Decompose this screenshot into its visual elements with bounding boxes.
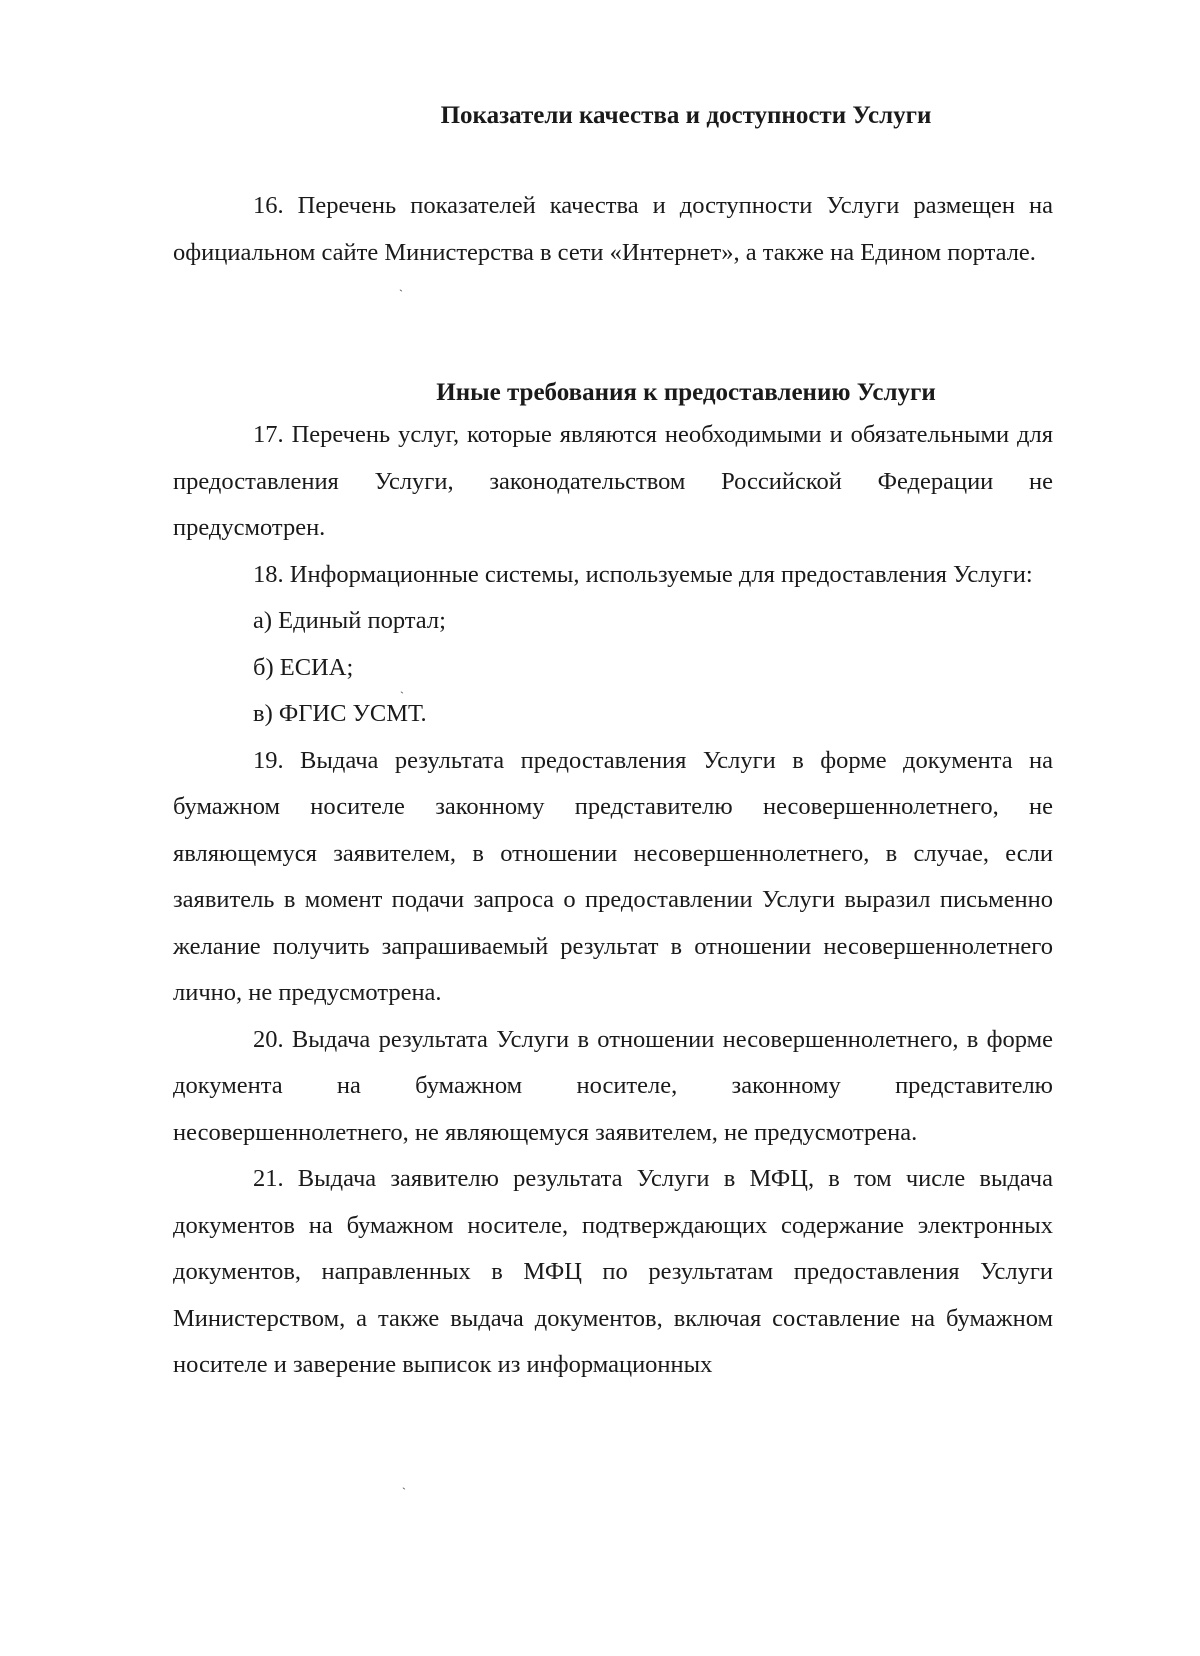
paragraph-20: 20. Выдача результата Услуги в отношении несовершеннолетнего, в форме документа на бумажном носителе, законному представителю несовершеннолетнего, не являющемуся заявителем, не предусмотрена. (173, 1025, 1053, 1146)
scan-speck-mark: ˏ (400, 680, 404, 694)
paragraph-19: 19. Выдача результата предоставления Услуги в форме документа на бумажном носителе законному представителю несовершеннолетнего, не являющемуся заявителем, в отношении несовершеннолетнего, в случае, если заявитель в момент подачи запроса о предоставлении Услуги выразил письменно желание получить запрашиваемый результат в отношении несовершеннолетнего лично, не предусмотрена. (173, 746, 1053, 1006)
list-item: в) ФГИС УСМТ. (253, 700, 427, 727)
paragraph-21: 21. Выдача заявителю результата Услуги в МФЦ, в том числе выдача документов на бумажном носителе, подтверждающих содержание электронных документов, направленных в МФЦ по результатам предоставления Услуги Министерством, а также выдача документов, включая составление на бумажном носителе и заверение выписок из информационных (173, 1165, 1053, 1378)
section-heading-other-requirements: Иные требования к предоставлению Услуги (436, 379, 936, 406)
section-body-other-requirements (173, 412, 1053, 1389)
list-item: б) ЕСИА; (253, 653, 354, 681)
paragraph-18: 18. Информационные системы, используемые для предоставления Услуги: (253, 560, 1033, 588)
paragraph-17: 17. Перечень услуг, которые являются необходимыми и обязательными для предоставления Услуги, законодательством Российской Федерации не предусмотрен. (173, 421, 1053, 541)
section-body-quality (173, 183, 1053, 276)
list-item: а) Единый портал; (253, 607, 446, 634)
scan-speck-mark: ˏ (399, 278, 403, 292)
scan-speck-mark: ˏ (402, 1476, 406, 1490)
section-heading-quality: Показатели качества и доступности Услуги (440, 102, 932, 129)
paragraph-16: 16. Перечень показателей качества и доступности Услуги размещен на официальном сайте Министерства в сети «Интернет», а также на Едином портале. (173, 192, 1053, 266)
